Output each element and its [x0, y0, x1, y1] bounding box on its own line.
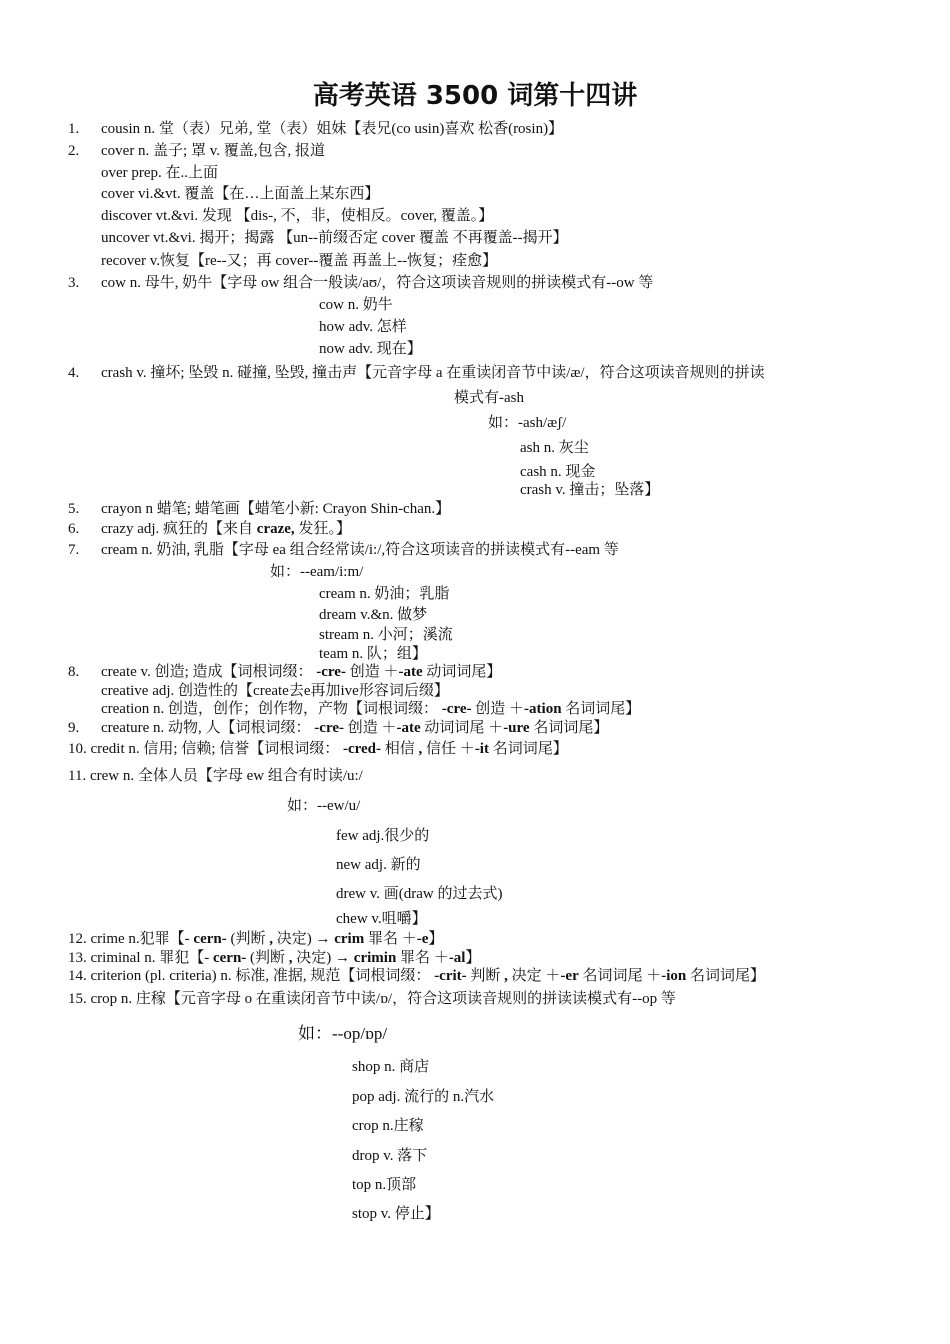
root-meaning: 创造 ＋ [344, 720, 397, 736]
suffix-er: -er [560, 968, 579, 984]
comma: , [288, 950, 293, 966]
entry-crash-cont: 模式有-ash [454, 390, 524, 406]
example-drop: drop v. 落下 [352, 1148, 428, 1164]
suffix-e: -e [416, 931, 429, 947]
bracket-close: 】 [465, 950, 481, 966]
entry-credit-text: 10. credit n. 信用; 信赖; 信誉【词根词缀： [68, 741, 343, 757]
suffix-ion: -ion [661, 968, 687, 984]
example-shop: shop n. 商店 [352, 1059, 430, 1075]
example-top: top n.顶部 [352, 1177, 417, 1193]
entry-crazy-text-end: 发狂。】 [294, 521, 351, 537]
entry-cream: cream n. 奶油, 乳脂【字母 ea 组合经常读/i:/,符合这项读音的拼读模式有--eam 等 [101, 542, 619, 558]
item-number: 8. [68, 664, 80, 680]
entry-cover-verb: cover vi.&vt. 覆盖【在…上面盖上某东西】 [101, 186, 380, 202]
entry-creation-text: creation n. 创造，创作；创作物，产物【词根词缀： [101, 701, 442, 717]
example-now: now adv. 现在】 [319, 341, 422, 357]
example-dream: dream v.&n. 做梦 [319, 607, 428, 623]
suffix-meaning: 名词词尾】 [686, 968, 766, 984]
suffix-ate: -ate [396, 720, 421, 736]
entry-crime-text: 12. crime n.犯罪【- [68, 931, 194, 947]
root-cern: cern- [193, 931, 227, 947]
example-cow: cow n. 奶牛 [319, 297, 393, 313]
root-crimin: crimin [353, 950, 397, 966]
root-meaning: 罪名 ＋ [364, 931, 417, 947]
entry-crayon: crayon n 蜡笔; 蜡笔画【蜡笔小新: Crayon Shin-chan.】 [101, 501, 451, 517]
item-number: 9. [68, 720, 80, 736]
root-meaning: 相信 [381, 741, 419, 757]
item-number: 5. [68, 501, 80, 517]
item-number: 2. [68, 143, 80, 159]
root-meaning: 创造 ＋ [345, 664, 399, 680]
pattern-ash: 如：-ash/æʃ/ [488, 415, 567, 431]
comma: , [418, 741, 423, 757]
pattern-op: 如：--op/ɒp/ [298, 1024, 388, 1043]
example-how: how adv. 怎样 [319, 319, 407, 335]
suffix-ate: -ate [398, 664, 423, 680]
bracket-close: 】 [428, 931, 444, 947]
root-meaning: 罪名 ＋ [396, 950, 449, 966]
root-meaning: 决定) → [272, 931, 335, 947]
item-number: 7. [68, 542, 80, 558]
entry-discover: discover vt.&vi. 发现 【dis-, 不，非，使相反。cover, 覆盖。】 [101, 208, 494, 224]
example-stream: stream n. 小河；溪流 [319, 627, 453, 643]
root-cre: -cre- [441, 701, 472, 717]
example-few: few adj.很少的 [336, 828, 430, 844]
comma: , [269, 931, 273, 947]
entry-create-text: create v. 创造; 造成【词根词缀： [101, 664, 317, 680]
root-meaning: 决定 ＋ [507, 968, 561, 984]
root-meaning: 信任 ＋ [422, 741, 475, 757]
item-number: 4. [68, 365, 80, 381]
entry-crew: 11. crew n. 全体人员【字母 ew 组合有时读/u:/ [68, 768, 363, 784]
suffix-ation: -ation [524, 701, 562, 717]
suffix-meaning: 名词词尾】 [488, 741, 568, 757]
suffix-meaning: 名词词尾】 [529, 720, 609, 736]
entry-crazy [101, 520, 351, 538]
root-crit: -crit- [434, 968, 467, 984]
suffix-meaning: 动词词尾 ＋ [420, 720, 504, 736]
example-new: new adj. 新的 [336, 857, 421, 873]
item-number: 1. [68, 121, 80, 137]
root-cre: -cre- [316, 664, 346, 680]
entry-over: over prep. 在..上面 [101, 165, 219, 181]
item-number: 6. [68, 521, 80, 537]
example-pop: pop adj. 流行的 n.汽水 [352, 1089, 495, 1105]
root-craze: craze, [256, 521, 295, 537]
example-cash: cash n. 现金 [520, 464, 596, 480]
entry-cousin: cousin n. 堂（表）兄弟, 堂（表）姐妹【表兄(co usin)喜欢 松香(rosin)】 [101, 121, 564, 137]
entry-crash: crash v. 撞坏; 坠毁 n. 碰撞, 坠毁, 撞击声【元音字母 a 在重读闭音节中读/æ/，符合这项读音规则的拼读 [101, 365, 765, 381]
root-meaning: (判断 [246, 950, 289, 966]
entry-recover: recover v.恢复【re--又；再 cover--覆盖 再盖上--恢复；痊愈】 [101, 253, 498, 269]
example-crash: crash v. 撞击；坠落】 [520, 482, 660, 498]
entry-crazy-text: crazy adj. 疯狂的【来自 [101, 521, 257, 537]
suffix-meaning: 名词词尾】 [561, 701, 641, 717]
example-chew: chew v.咀嚼】 [336, 911, 427, 927]
example-cream: cream n. 奶油；乳脂 [319, 586, 450, 602]
example-team: team n. 队；组】 [319, 646, 427, 662]
root-meaning: 判断 [466, 968, 505, 984]
entry-criterion-text: 14. criterion (pl. criteria) n. 标准, 准据, 规范【词根词缀： [68, 968, 435, 984]
comma: , [504, 968, 508, 984]
example-drew: drew v. 画(draw 的过去式) [336, 886, 503, 902]
entry-criminal-text: 13. criminal n. 罪犯【- [68, 950, 213, 966]
pattern-eam: 如：--eam/i:m/ [270, 564, 364, 580]
pattern-ew: 如：--ew/u/ [287, 798, 361, 814]
root-crim: crim [334, 931, 365, 947]
entry-creation [101, 700, 640, 718]
suffix-ure: -ure [503, 720, 530, 736]
root-meaning: 决定) → [292, 950, 354, 966]
root-meaning: (判断 [226, 931, 270, 947]
entry-crop: 15. crop n. 庄稼【元音字母 o 在重读闭音节中读/ɒ/，符合这项读音规则的拼读读模式有--op 等 [68, 991, 676, 1007]
suffix-meaning: 名词词尾 ＋ [578, 968, 662, 984]
entry-cow: cow n. 母牛, 奶牛【字母 ow 组合一般读/aʊ/，符合这项读音规则的拼读模式有--ow 等 [101, 275, 654, 291]
page-title: 高考英语 3500 词第十四讲 [312, 81, 638, 111]
suffix-it: -it [474, 741, 489, 757]
entry-credit [68, 740, 568, 758]
suffix-al: -al [448, 950, 466, 966]
entry-criminal [68, 949, 481, 967]
item-number: 3. [68, 275, 80, 291]
entry-create [101, 663, 501, 681]
entry-creature [101, 719, 608, 737]
example-ash: ash n. 灰尘 [520, 440, 589, 456]
entry-creature-text: creature n. 动物, 人【词根词缀： [101, 720, 315, 736]
entry-creative: creative adj. 创造性的【create去e再加ive形容词后缀】 [101, 683, 449, 699]
suffix-meaning: 动词词尾】 [422, 664, 502, 680]
root-meaning: 创造 ＋ [471, 701, 525, 717]
root-cern: cern- [212, 950, 247, 966]
entry-criterion [68, 967, 765, 985]
root-cre: -cre- [314, 720, 344, 736]
example-crop: crop n.庄稼 [352, 1118, 424, 1134]
example-stop: stop v. 停止】 [352, 1206, 440, 1222]
root-cred: -cred- [342, 741, 382, 757]
entry-uncover: uncover vt.&vi. 揭开；揭露 【un--前缀否定 cover 覆盖 不再覆盖--揭开】 [101, 230, 568, 246]
entry-cover: cover n. 盖子; 罩 v. 覆盖,包含, 报道 [101, 143, 326, 159]
entry-crime [68, 930, 443, 948]
